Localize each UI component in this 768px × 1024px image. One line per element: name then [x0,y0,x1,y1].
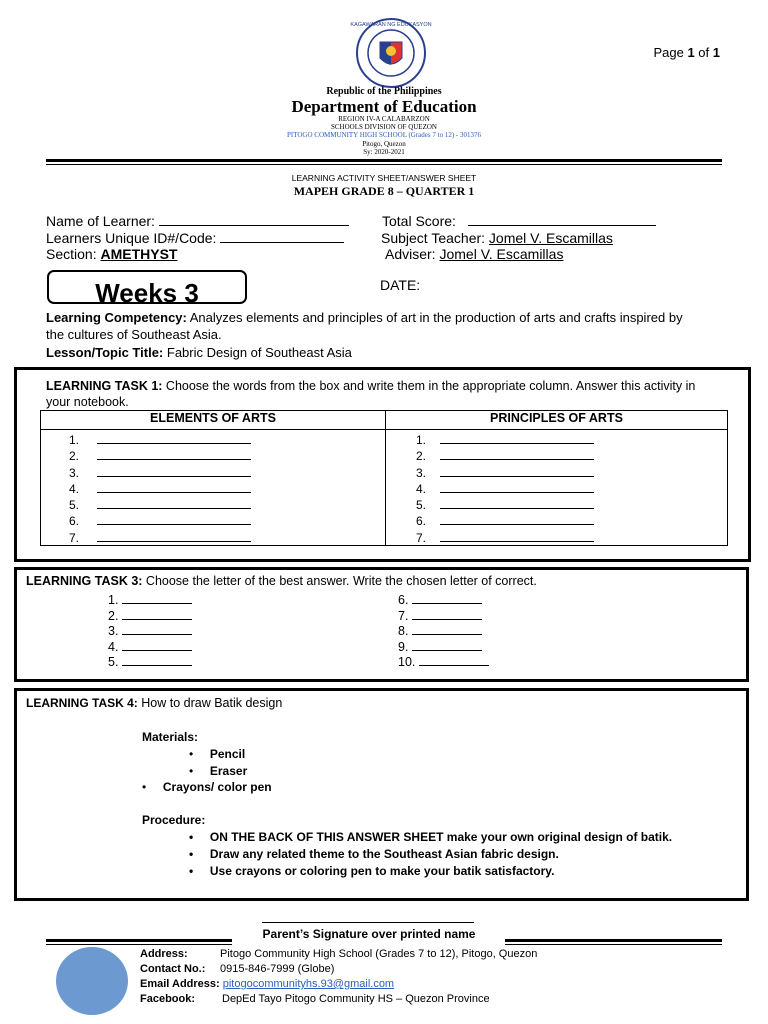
republic-label: Republic of the Philippines [326,86,442,97]
item-number: 4. [415,481,426,496]
item-number: 5. [108,655,119,669]
page-number: Page 1 of 1 [653,45,720,60]
total-score-row: Total Score: [382,213,656,229]
header-rule-thin [46,164,722,165]
item-number: 4. [108,639,119,654]
principles-row [386,529,727,545]
region-label: REGION IV-A CALABARZON [338,115,430,123]
school-label: PITOGO COMMUNITY HIGH SCHOOL (Grades 7 to 12) - 301376 [287,131,481,139]
footer-rule-right [505,939,722,942]
task3-instructions: LEARNING TASK 3: Choose the letter of the best answer. Write the chosen letter of correct. [26,574,537,588]
task3-item [108,653,192,669]
item-number: 3. [415,465,426,480]
item-number: 9. [398,639,409,654]
item-number: 10. [398,655,416,669]
elements-row [41,431,385,447]
section-row: Section: AMETHYST [46,246,178,262]
answer-blank[interactable] [440,464,594,477]
footer-logo-circle [56,947,128,1015]
answer-blank[interactable] [122,607,192,620]
principles-column [386,430,728,546]
principles-row [386,496,727,512]
item-number: 7. [68,530,79,545]
footer-rule-left [46,939,232,942]
answer-blank[interactable] [419,653,489,666]
answer-blank[interactable] [440,480,594,493]
task3-right-column [398,591,489,669]
date-label: DATE: [380,277,421,293]
learner-id-blank[interactable] [220,230,344,243]
topic-title: Lesson/Topic Title: Fabric Design of Southeast Asia [46,345,352,360]
header-rule [46,159,722,162]
answer-blank[interactable] [97,464,251,477]
item-number: 5. [68,498,79,513]
answer-blank[interactable] [440,447,594,460]
answer-blank[interactable] [97,512,251,525]
task3-item [108,622,192,638]
elements-row [41,496,385,512]
deped-seal-logo [350,18,432,88]
elements-row [41,512,385,528]
item-number: 7. [415,530,426,545]
weeks-label: Weeks 3 [95,278,199,308]
procedure-step-3: • Use crayons or coloring pen to make your batik satisfactory. [189,864,555,878]
item-number: 7. [398,608,409,623]
sheet-subject: MAPEH GRADE 8 – QUARTER 1 [293,184,475,198]
answer-blank[interactable] [97,480,251,493]
task3-item [398,591,489,607]
item-number: 2. [415,449,426,464]
answer-blank[interactable] [440,496,594,509]
sheet-type: LEARNING ACTIVITY SHEET/ANSWER SHEET [291,173,477,183]
learner-id-row: Learners Unique ID#/Code: [46,230,344,246]
answer-blank[interactable] [122,622,192,635]
elements-row [41,529,385,545]
item-number: 6. [68,514,79,529]
answer-blank[interactable] [122,591,192,604]
signature-line[interactable] [262,922,474,923]
competency-line1: Learning Competency: Analyzes elements and principles of art in the production of arts and crafts inspired by [46,310,683,325]
answer-blank[interactable] [440,512,594,525]
learner-name-row: Name of Learner: [46,213,349,229]
item-number: 3. [68,465,79,480]
answer-blank[interactable] [412,638,482,651]
item-number: 5. [415,498,426,513]
competency-line2: the cultures of Southeast Asia. [46,327,222,342]
task3-item [108,607,192,623]
materials-label: Materials: [142,730,199,744]
elements-row [41,480,385,496]
elements-row [41,447,385,463]
material-eraser: • Eraser [189,764,248,778]
principles-header: PRINCIPLES OF ARTS [386,411,728,430]
principles-row [386,447,727,463]
item-number: 2. [68,449,79,464]
item-number: 6. [415,514,426,529]
adviser-value: Jomel V. Escamillas [439,246,564,262]
email-link[interactable]: pitogocommunityhs.93@gmail.com [222,978,395,990]
principles-row [386,431,727,447]
task3-item [398,607,489,623]
elements-row [41,464,385,480]
task1-table [40,410,728,546]
weeks-box [47,270,247,308]
answer-blank[interactable] [412,591,482,604]
procedure-step-1: • ON THE BACK OF THIS ANSWER SHEET make your own original design of batik. [189,830,673,844]
task4-instructions: LEARNING TASK 4: How to draw Batik design [26,696,283,710]
answer-blank[interactable] [97,529,251,542]
department-title: Department of Education [291,97,477,116]
task3-item [398,638,489,654]
task3-item [398,622,489,638]
school-year-label: Sy: 2020-2021 [363,148,405,156]
adviser-row: Adviser: Jomel V. Escamillas [385,246,564,262]
footer-facebook: Facebook: DepEd Tayo Pitogo Community HS – Quezon Province [140,993,490,1005]
learner-name-blank[interactable] [159,213,349,226]
item-number: 6. [398,593,409,607]
item-number: 1. [108,593,119,607]
answer-blank[interactable] [97,496,251,509]
subject-teacher-row: Subject Teacher: Jomel V. Escamillas [381,230,613,246]
principles-row [386,512,727,528]
answer-blank[interactable] [97,431,251,444]
item-number: 4. [68,481,79,496]
elements-header: ELEMENTS OF ARTS [41,411,386,430]
procedure-step-2: • Draw any related theme to the Southeast Asian fabric design. [189,847,559,861]
item-number: 8. [398,624,409,638]
answer-blank[interactable] [440,431,594,444]
answer-blank[interactable] [122,653,192,666]
division-label: SCHOOLS DIVISION OF QUEZON [331,123,437,131]
answer-blank[interactable] [412,622,482,635]
principles-row [386,464,727,480]
section-value: AMETHYST [100,246,178,262]
material-pencil: • Pencil [189,747,246,761]
item-number: 1. [68,433,79,447]
answer-blank[interactable] [440,529,594,542]
task3-left-column [108,591,192,669]
footer-address: Address: Pitogo Community High School (Grades 7 to 12), Pitogo, Quezon [140,948,538,960]
seal-text: KAGAWARAN NG EDUKASYON [350,22,432,28]
signature-label: Parent’s Signature over printed name [262,927,476,941]
principles-row [386,480,727,496]
footer-contact: Contact No.: 0915-846-7999 (Globe) [140,963,335,975]
footer-rule-right-thin [505,944,722,945]
task1-instructions: LEARNING TASK 1: Choose the words from the box and write them in the appropriate column. Answer this activity in your notebook. [46,379,696,409]
footer-rule-left-thin [46,944,232,945]
answer-blank[interactable] [412,607,482,620]
task3-item [108,638,192,654]
total-score-blank[interactable] [468,213,656,226]
answer-blank[interactable] [122,638,192,651]
item-number: 1. [415,433,426,447]
item-number: 3. [108,624,119,638]
place-label: Pitogo, Quezon [362,140,406,148]
procedure-label: Procedure: [142,813,206,827]
item-number: 2. [108,608,119,623]
material-crayons: • Crayons/ color pen [142,780,272,794]
answer-blank[interactable] [97,447,251,460]
elements-column [41,430,386,546]
subject-teacher-value: Jomel V. Escamillas [488,230,613,246]
footer-email: Email Address: pitogocommunityhs.93@gmail.com [140,978,395,990]
task3-item [108,591,192,607]
task3-item [398,653,489,669]
